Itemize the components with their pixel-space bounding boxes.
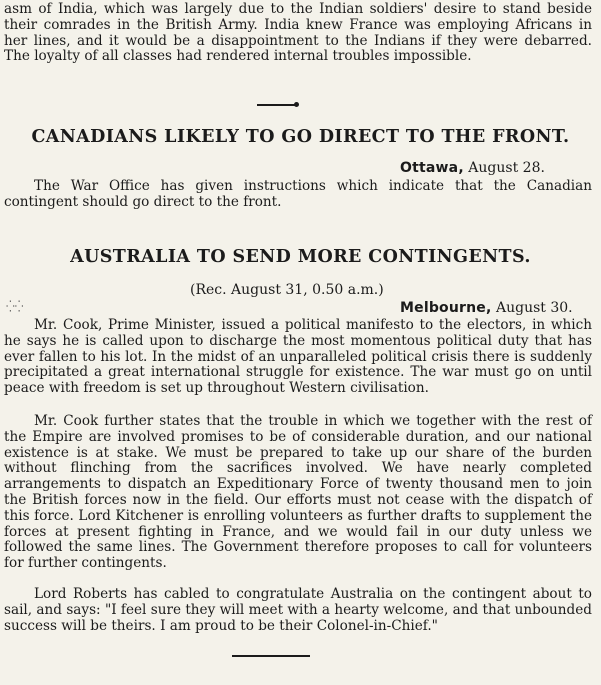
australia-headline: AUSTRALIA TO SEND MORE CONTINGENTS. — [70, 247, 531, 267]
section-divider-rule — [257, 104, 295, 106]
section-divider-dot — [294, 102, 299, 107]
canada-headline: CANADIANS LIKELY TO GO DIRECT TO THE FRONT. — [31, 127, 570, 147]
end-rule — [232, 655, 310, 657]
australia-paragraph-2: Mr. Cook further states that the trouble in which we together with the rest of the Empire are involved promises to be of considerable duration, and our national existence is at stake. We must be prepared to take up our share of the burden without flinching from the sacrifices involved. We have nearly completed arrangements to dispatch an Expeditionary Force of twenty thousand men to join the British forces now in the field. Our efforts must not cease with the dispatch of this force. Lord Kitchener is enrolling volunteers as further drafts to supplement the forces at present fighting in France, and we would fail in our duty unless we followed the same lines. The Government therefore proposes to call for volunteers for further contingents. — [4, 413, 592, 572]
canada-dateline-place: Ottawa, — [400, 160, 464, 176]
australia-paragraph-1: Mr. Cook, Prime Minister, issued a political manifesto to the electors, in which he says he is called upon to discharge the most momentous political duty that has ever fallen to his lot. In the midst of an unparalleled political crisis there is suddenly precipitated a great international struggle for existence. The war must go on until peace with freedom is set up throughout Western civilisation. — [4, 317, 592, 397]
australia-dateline — [400, 300, 573, 316]
opening-paragraph: asm of India, which was largely due to the Indian soldiers' desire to stand beside their comrades in the British Army. India knew France was employing Africans in her lines, and it would be a disappointment to the Indians if they were debarred. The loyalty of all classes had rendered internal troubles impossible. — [4, 1, 592, 65]
australia-paragraph-3: Lord Roberts has cabled to congratulate Australia on the contingent about to sail, and says: "I feel sure they will meet with a hearty welcome, and that unbounded success will be theirs. I am proud to be their Colonel-in-Chief." — [4, 586, 592, 634]
canada-dateline — [400, 160, 545, 176]
canada-body: The War Office has given instructions which indicate that the Canadian contingent should go direct to the front. — [4, 178, 592, 210]
australia-dateline-place: Melbourne, — [400, 300, 492, 316]
australia-received-line: (Rec. August 31, 0.50 a.m.) — [190, 282, 384, 298]
canada-dateline-date: August 28. — [468, 160, 545, 176]
australia-dateline-date: August 30. — [495, 300, 573, 316]
print-mark: ⁛⁛ — [6, 300, 24, 313]
